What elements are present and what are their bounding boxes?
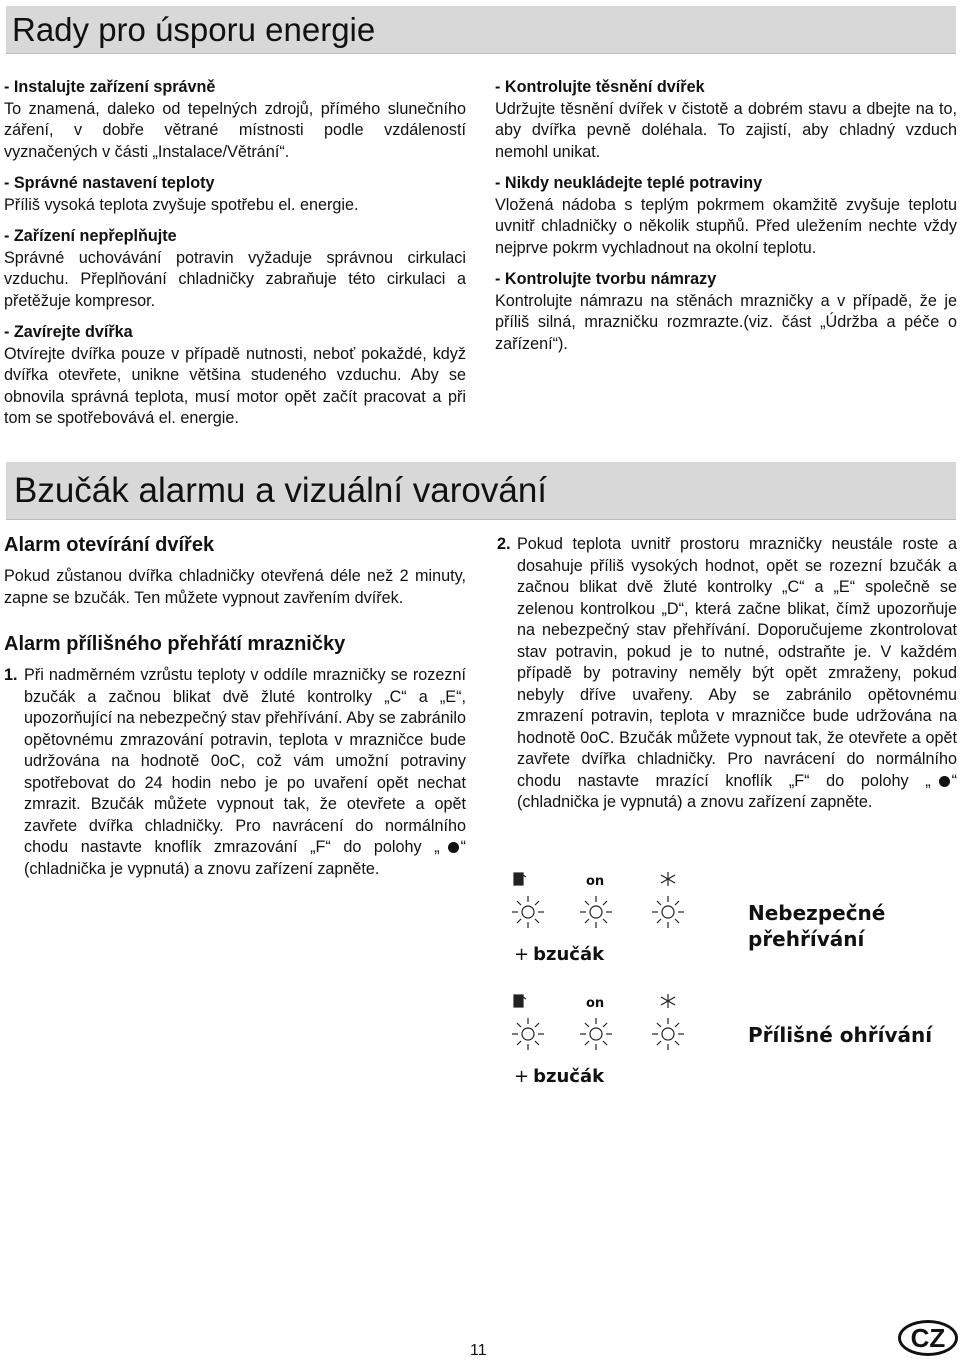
tip-heading: - Kontrolujte tvorbu námrazy: [495, 270, 717, 288]
position-lead-quote: „: [434, 838, 440, 856]
tip-block: [4, 77, 466, 163]
header-banner: [6, 6, 956, 54]
tip-heading: - Zavírejte dvířka: [4, 323, 133, 341]
buzzer-text: bzučák: [533, 1066, 605, 1087]
alarm-section-title: Bzučák alarmu a vizuální varování: [14, 471, 548, 510]
buzzer-label: [514, 944, 604, 965]
on-label: on: [586, 996, 605, 1011]
tip-text: Vložená nádoba s teplým pokrmem okamžitě zvyšuje teplotu uvnitř chladničky o několik stupňů. Před uležením nechte vždy nejprve pokrm vychladnout na okolní teplotu.: [495, 195, 957, 257]
overheat-alarm-heading: Alarm přílišného přehřátí mrazničky: [4, 633, 346, 655]
blinking-lamp-e-icon: [652, 896, 684, 928]
blinking-lamp-c-icon: [512, 1018, 544, 1050]
blinking-lamp-e-icon: [652, 1018, 684, 1050]
tip-block: [4, 322, 466, 430]
indicator-diagram-danger: [500, 868, 940, 978]
overheat-item-1: [4, 665, 466, 880]
item-number: 1.: [4, 666, 18, 684]
tip-heading: - Instalujte zařízení správně: [4, 78, 216, 96]
alarm-section-banner: [6, 462, 956, 520]
language-badge: CZ: [898, 1320, 958, 1356]
snowflake-icon: [661, 872, 675, 886]
tip-text: Správné uchovávání potravin vyžaduje správnou cirkulaci vzduchu. Přeplňování chladničky zabraňuje této cirkulaci a přetěžuje kompresor.: [4, 248, 466, 310]
indicator-lamps-svg: [500, 868, 740, 948]
tip-block: [495, 173, 957, 259]
buzzer-text: bzučák: [533, 944, 605, 965]
tip-block: [495, 77, 957, 163]
tip-text: To znamená, daleko od tepelných zdrojů, přímého slunečního záření, v dobře větrané místnosti podle vzdáleností vyznačených v části „Instalace/Větrání“.: [4, 99, 466, 161]
door-alarm-text: Pokud zůstanou dvířka chladničky otevřená déle než 2 minuty, zapne se bzučák. Ten můžete vypnout zavřením dvířek.: [4, 567, 466, 607]
overheat-item-1-text: Při nadměrném vzrůstu teploty v oddíle mrazničky se rozezní bzučák a začnou blikat dvě žluté kontrolky „C“ a „E“, upozorňující na nebezpečný stav přehřívání. Aby se zabránilo opětovnému zmrazování potravin, teplota v mrazničce bude udržována na hodnotě 0oC, což vám umožní potraviny spotřebovat do 24 hodin nebo je po uvaření opět nechat zmrazit. Bzučák můžete vypnout tak, že otevřete a opět zavřete dvířka chladničky. Pro navrácení do normálního chodu nastavte knoflík zmrazování „F“ do polohy: [24, 666, 466, 856]
tip-text: Udržujte těsnění dvířek v čistotě a dobrém stavu a dbejte na to, aby dvířka pevně doléhala. To zajistí, aby chladný vzduch nemohl unikat.: [495, 99, 957, 161]
diagram-label: Nebezpečné přehřívání: [748, 901, 886, 951]
tip-heading: - Správné nastavení teploty: [4, 174, 215, 192]
alarm-left-column: [4, 532, 466, 880]
door-alarm-heading: Alarm otevírání dvířek: [4, 534, 215, 556]
indicator-lamps-svg: [500, 990, 740, 1070]
overheat-item-2-tail: “ (chladnička je vypnutá) a znovu zařízení zapněte.: [517, 771, 957, 811]
blinking-lamp-c-icon: [512, 896, 544, 928]
tip-heading: - Nikdy neukládejte teplé potraviny: [495, 174, 763, 192]
tip-block: [495, 269, 957, 355]
snowflake-icon: [661, 994, 675, 1008]
overheat-item-2-text: Pokud teplota uvnitř prostoru mrazničky neustále roste a dosahuje příliš vysokých hodnot, opět se rozezní bzučák a začnou blikat dvě žluté kontrolky „C“ a „E“ společně se zelenou kontrolkou „D“, která začne blikat, čímž upozorňuje na nebezpečný stav přehřívání. Doporučujeme zkontrolovat stav potravin, pokud je to nutné, odstraňte je. V každém případě by potraviny neměly být opět zmraženy, pokud nebyly dříve uvařeny. Aby se zabránilo opětovnému zmrazení potravin, teplota v mrazničce bude udržována na hodnotě 0oC. Bzučák můžete vypnout tak, že otevřete a opět zavřete dvířka chladničky. Pro navrácení do normálního chodu nastavte mrazící knoflík „F“ do polohy „: [517, 535, 957, 790]
blinking-lamp-d-icon: [580, 896, 612, 928]
plus-sign: +: [514, 1066, 530, 1087]
tip-heading: - Kontrolujte těsnění dvířek: [495, 78, 705, 96]
indicator-diagram-excessive: [500, 990, 940, 1100]
diagram-label: Přílišné ohřívání: [748, 1023, 933, 1047]
page-number: 11: [470, 1342, 487, 1359]
tip-heading: - Zařízení nepřeplňujte: [4, 227, 177, 245]
fridge-icon: [514, 873, 526, 885]
tips-right-column: [495, 77, 957, 365]
alarm-right-column: [497, 534, 957, 814]
page-title: Rady pro úsporu energie: [12, 11, 376, 48]
overheat-item-1-tail: “ (chladnička je vypnutá) a znovu zařízení zapněte.: [24, 838, 467, 878]
tips-left-column: [4, 77, 466, 440]
fridge-icon: [514, 995, 526, 1007]
plus-sign: +: [514, 944, 530, 965]
item-number: 2.: [497, 535, 511, 553]
tip-text: Kontrolujte námrazu na stěnách mrazničky a v případě, že je příliš silná, mrazničku rozmrazte.(viz. část „Údržba a péče o zařízení“).: [495, 291, 957, 353]
tip-text: Otvírejte dvířka pouze v případě nutnosti, neboť pokaždé, když dvířka otevřete, unikne většina studeného vzduchu. Aby se obnovila správná teplota, musí motor opět začít pracovat a při tom se spotřebovává el. energie.: [4, 344, 466, 427]
blinking-lamp-d-icon: [580, 1018, 612, 1050]
on-label: on: [586, 874, 605, 889]
off-position-dot-icon: [448, 842, 459, 853]
tip-block: [4, 226, 466, 312]
buzzer-label: [514, 1066, 604, 1087]
overheat-item-2: [497, 534, 957, 814]
tip-text: Příliš vysoká teplota zvyšuje spotřebu el. energie.: [4, 195, 359, 214]
off-position-dot-icon: [939, 776, 950, 787]
tip-block: [4, 173, 466, 216]
